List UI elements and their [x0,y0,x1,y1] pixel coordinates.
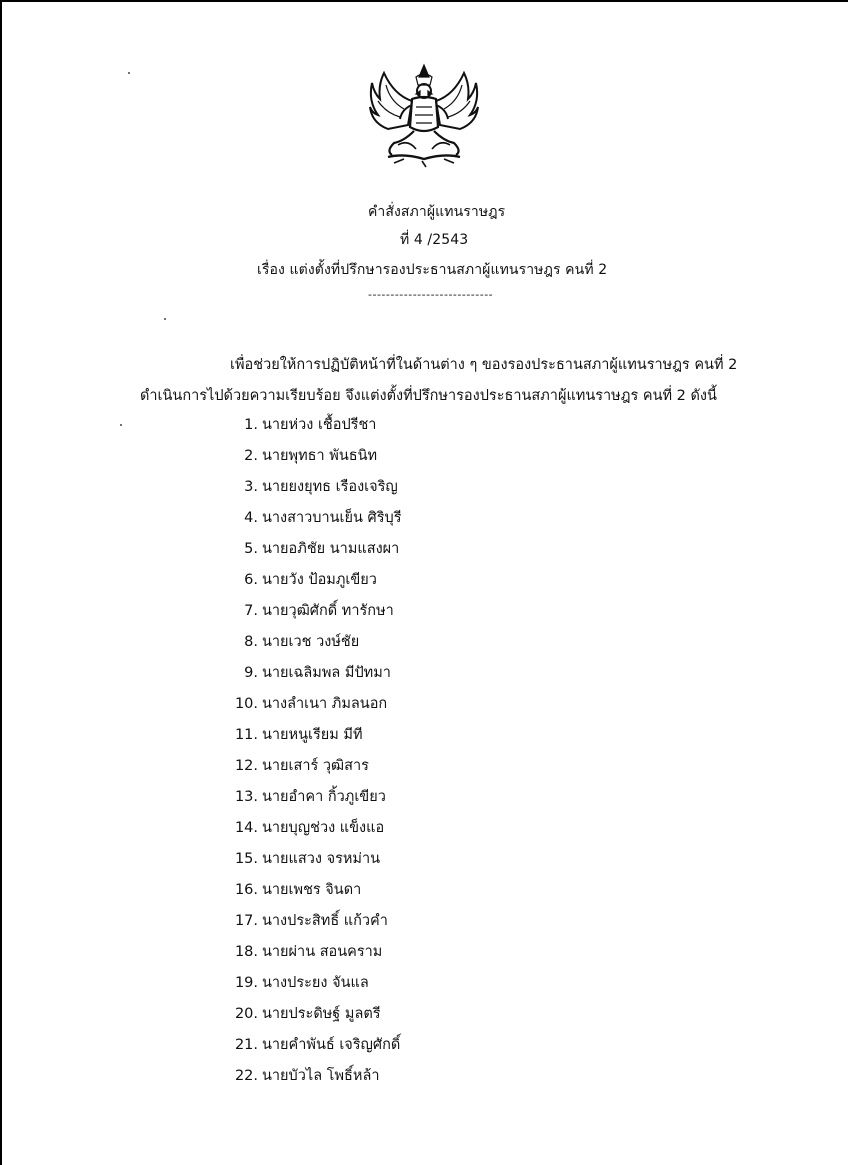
appointee-number: 12. [234,758,258,774]
appointee-item [220,538,402,569]
appointee-name: นายเพชร จินดา [262,882,362,898]
appointee-item [220,569,402,600]
appointee-item [220,1003,402,1034]
appointee-item [220,786,402,817]
appointee-item [220,414,402,445]
appointee-name: นายอภิชัย นามแสงผา [262,541,400,557]
appointee-item [220,1065,402,1096]
appointee-name: นางประสิทธิ์ แก้วคำ [262,913,388,929]
appointee-name: นายบัวไล โพธิ์หล้า [262,1068,380,1084]
appointee-number: 5. [244,541,258,557]
scan-border-left [0,0,2,1165]
appointee-item [220,941,402,972]
appointee-item [220,507,402,538]
appointee-item [220,693,402,724]
appointee-list [220,414,402,1096]
appointee-number: 14. [234,820,258,836]
paragraph-line-1: เพื่อช่วยให้การปฏิบัติหน้าที่ในด้านต่าง ๆ ของรองประธานสภาผู้แทนราษฎร คนที่ 2 [230,357,738,373]
order-number: ที่ 4 /2543 [400,232,469,248]
appointee-number: 8. [244,634,258,650]
appointee-number: 2. [244,448,258,464]
appointee-name: นางสาวบานเย็น ศิริบุรี [262,510,402,526]
garuda-emblem-icon [364,55,484,175]
appointee-number: 10. [234,696,258,712]
appointee-number: 20. [234,1006,258,1022]
appointee-name: นางประยง จันแล [262,975,369,991]
appointee-name: นายหนูเรียม มีที [262,727,363,743]
scan-speck [120,424,122,426]
appointee-name: นางลำเนา ภิมลนอก [262,696,388,712]
appointee-name: นายเวช วงษ์ชัย [262,634,360,650]
appointee-number: 22. [234,1068,258,1084]
appointee-name: นายประดิษฐ์ มูลตรี [262,1006,381,1022]
appointee-number: 18. [234,944,258,960]
appointee-number: 19. [234,975,258,991]
appointee-item [220,972,402,1003]
scan-border-top [0,0,848,2]
scan-speck [164,318,166,320]
appointee-item [220,817,402,848]
appointee-item [220,910,402,941]
appointee-name: นายคำพันธ์ เจริญศักดิ์ [262,1037,401,1053]
appointee-number: 3. [244,479,258,495]
appointee-number: 9. [244,665,258,681]
appointee-number: 6. [244,572,258,588]
appointee-number: 16. [234,882,258,898]
appointee-number: 13. [234,789,258,805]
appointee-number: 15. [234,851,258,867]
appointee-number: 21. [234,1037,258,1053]
appointee-name: นายวุฒิศักดิ์ ทารักษา [262,603,394,619]
appointee-name: นายห่วง เชื้อปรีชา [262,417,377,433]
paragraph-line-2: ดำเนินการไปด้วยความเรียบร้อย จึงแต่งตั้งที่ปรึกษารองประธานสภาผู้แทนราษฎร คนที่ 2 ดังนี้ [140,388,717,404]
appointee-item [220,724,402,755]
appointee-name: นายพุทธา พันธนิท [262,448,378,464]
appointee-name: นายวัง ป้อมภูเขียว [262,572,377,588]
appointee-number: 4. [244,510,258,526]
appointee-item [220,445,402,476]
scan-speck [128,72,130,74]
appointee-number: 11. [234,727,258,743]
appointee-number: 17. [234,913,258,929]
appointee-item [220,476,402,507]
order-title: คำสั่งสภาผู้แทนราษฎร [368,204,506,220]
appointee-name: นายเสาร์ วุฒิสาร [262,758,369,774]
appointee-item [220,662,402,693]
appointee-item [220,600,402,631]
appointee-item [220,848,402,879]
appointee-name: นายเฉลิมพล มีปัทมา [262,665,391,681]
appointee-name: นายอำคา กิ้วภูเขียว [262,789,386,805]
order-subject: เรื่อง แต่งตั้งที่ปรึกษารองประธานสภาผู้แทนราษฎร คนที่ 2 [257,262,608,278]
appointee-name: นายยงยุทธ เรืองเจริญ [262,479,398,495]
appointee-number: 7. [244,603,258,619]
appointee-name: นายแสวง จรหม่าน [262,851,381,867]
appointee-item [220,631,402,662]
appointee-item [220,1034,402,1065]
appointee-item [220,755,402,786]
appointee-name: นายบุญช่วง แข็งแอ [262,820,385,836]
appointee-item [220,879,402,910]
appointee-number: 1. [244,417,258,433]
appointee-name: นายผ่าน สอนคราม [262,944,383,960]
separator-line: ---------------------------- [368,288,494,301]
